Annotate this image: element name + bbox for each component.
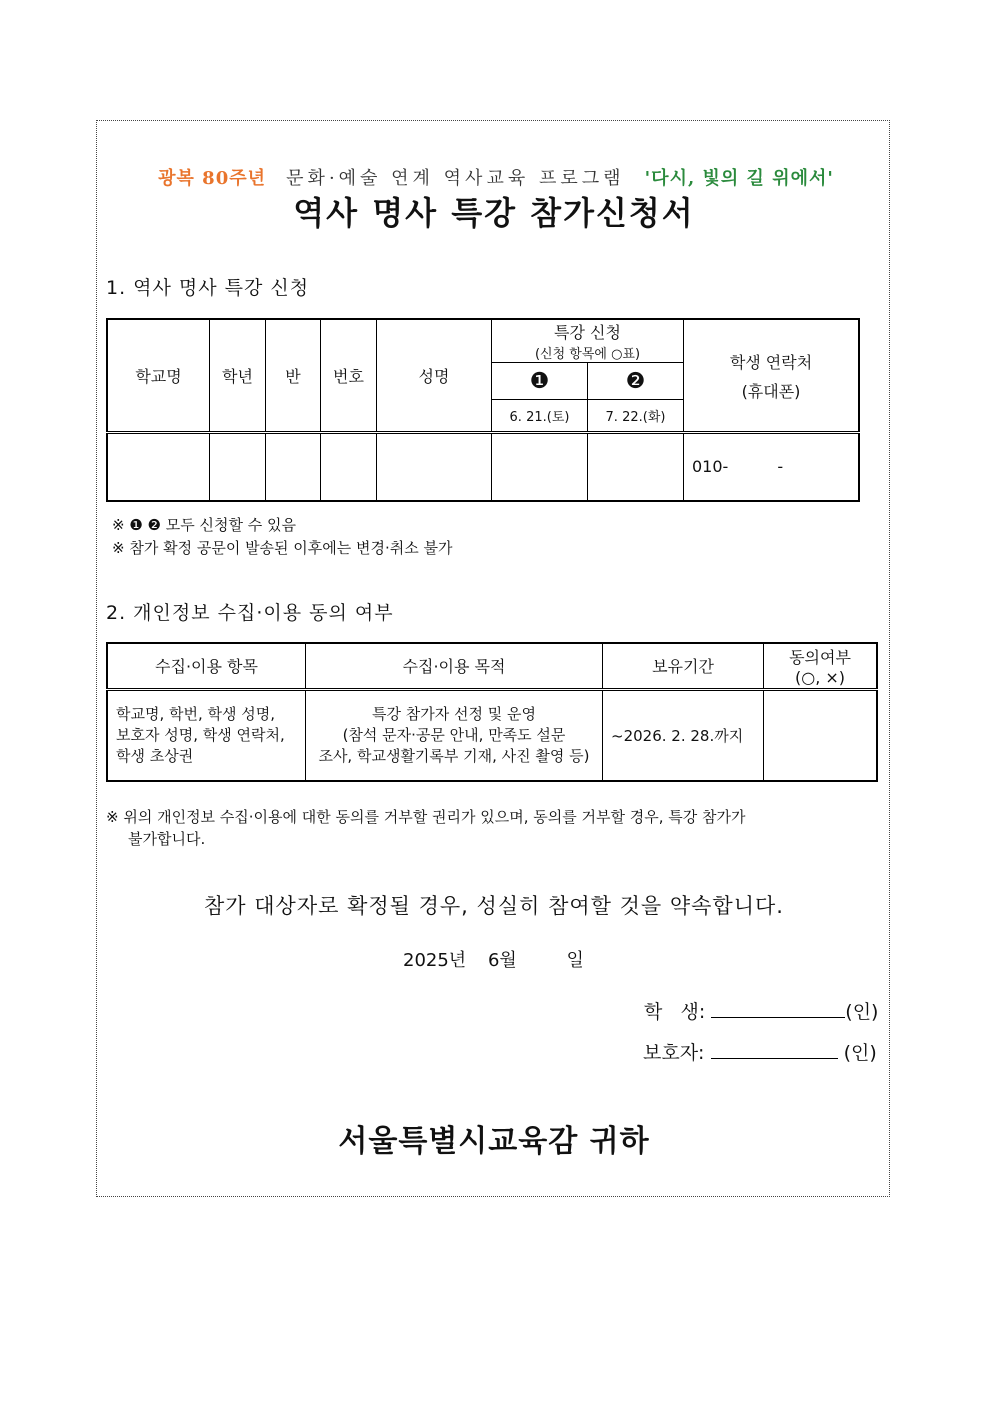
student-label: 학 생: bbox=[644, 1001, 706, 1023]
items-cell bbox=[107, 689, 306, 781]
option1-cell[interactable] bbox=[492, 433, 588, 501]
guardian-seal: (인) bbox=[843, 1042, 877, 1064]
guardian-label: 보호자: bbox=[643, 1042, 705, 1064]
header-contact bbox=[684, 319, 860, 433]
header-apply-note: (신청 항목에 ○표) bbox=[534, 347, 641, 362]
header-items: 수집·이용 항목 bbox=[107, 643, 306, 689]
header-contact-sub: (휴대폰) bbox=[741, 381, 801, 401]
section2-heading: 2. 개인정보 수집·이용 동의 여부 bbox=[106, 602, 394, 624]
items-line1: 학교명, 학번, 학생 성명, bbox=[116, 704, 276, 723]
purpose-line1: 특강 참가자 선정 및 운영 bbox=[372, 704, 536, 723]
guardian-signature-line bbox=[643, 1038, 877, 1065]
header-consent-label: 동의여부 bbox=[789, 647, 851, 667]
form-title: 역사 명사 특강 참가신청서 bbox=[293, 194, 695, 232]
items-line3: 학생 초상권 bbox=[116, 746, 194, 765]
header-contact-label: 학생 연락처 bbox=[729, 352, 813, 372]
section1-note2: ※ 참가 확정 공문이 발송된 이후에는 변경·취소 불가 bbox=[112, 539, 453, 557]
student-signature-line bbox=[644, 997, 878, 1024]
pledge-text: 참가 대상자로 확정될 경우, 성실히 참여할 것을 약속합니다. bbox=[204, 894, 784, 918]
header-apply bbox=[492, 319, 684, 363]
class-cell[interactable] bbox=[266, 433, 321, 501]
header-purpose: 수집·이용 목적 bbox=[306, 643, 603, 689]
privacy-table bbox=[106, 642, 878, 782]
guardian-signature-field[interactable] bbox=[711, 1038, 838, 1059]
header-school: 학교명 bbox=[107, 319, 210, 433]
header-name: 성명 bbox=[377, 319, 492, 433]
header-consent-sub: (○, ×) bbox=[794, 667, 846, 687]
option1-mark: ❶ bbox=[492, 363, 588, 400]
privacy-notice-line1: ※ 위의 개인정보 수집·이용에 대한 동의를 거부할 권리가 있으며, 동의를 거부할 경우, 특강 참가가 bbox=[106, 808, 746, 826]
subtitle-program: 문화·예술 연계 역사교육 프로그램 bbox=[286, 168, 625, 189]
period-cell: ~2026. 2. 28.까지 bbox=[603, 689, 764, 781]
option2-mark: ❷ bbox=[588, 363, 684, 400]
purpose-line2: (참석 문자·공문 안내, 만족도 설문 bbox=[342, 725, 566, 744]
date-line bbox=[403, 946, 584, 972]
student-signature-field[interactable] bbox=[711, 997, 845, 1018]
purpose-cell bbox=[306, 689, 603, 781]
header-number: 번호 bbox=[321, 319, 377, 433]
subtitle-program-name: '다시, 빛의 길 위에서' bbox=[644, 168, 834, 189]
addressee: 서울특별시교육감 귀하 bbox=[338, 1124, 650, 1159]
header-class: 반 bbox=[266, 319, 321, 433]
date-month: 6월 bbox=[487, 950, 517, 971]
name-cell[interactable] bbox=[377, 433, 492, 501]
header-period: 보유기간 bbox=[603, 643, 764, 689]
section1-heading: 1. 역사 명사 특강 신청 bbox=[106, 277, 310, 299]
school-cell[interactable] bbox=[107, 433, 210, 501]
option2-date: 7. 22.(화) bbox=[588, 400, 684, 433]
date-year: 2025년 bbox=[403, 950, 467, 971]
date-day: 일 bbox=[566, 950, 584, 971]
option1-date: 6. 21.(토) bbox=[492, 400, 588, 433]
consent-cell[interactable] bbox=[764, 689, 878, 781]
header-apply-label: 특강 신청 bbox=[554, 323, 621, 342]
header-grade: 학년 bbox=[210, 319, 266, 433]
items-line2: 보호자 성명, 학생 연락처, bbox=[116, 725, 285, 744]
contact-cell[interactable] bbox=[684, 433, 860, 501]
phone-prefix: 010- bbox=[692, 457, 729, 477]
phone-separator: - bbox=[777, 457, 784, 477]
subtitle-anniversary: 광복 80주년 bbox=[158, 168, 266, 189]
grade-cell[interactable] bbox=[210, 433, 266, 501]
purpose-line3: 조사, 학교생활기록부 기재, 사진 촬영 등) bbox=[318, 746, 590, 765]
application-table bbox=[106, 318, 860, 502]
student-seal: (인) bbox=[845, 1001, 879, 1023]
section1-note1: ※ ❶ ❷ 모두 신청할 수 있음 bbox=[112, 516, 296, 534]
header-consent bbox=[764, 643, 878, 689]
program-subtitle bbox=[0, 164, 992, 190]
option2-cell[interactable] bbox=[588, 433, 684, 501]
privacy-notice-line2: 불가합니다. bbox=[128, 830, 206, 848]
number-cell[interactable] bbox=[321, 433, 377, 501]
